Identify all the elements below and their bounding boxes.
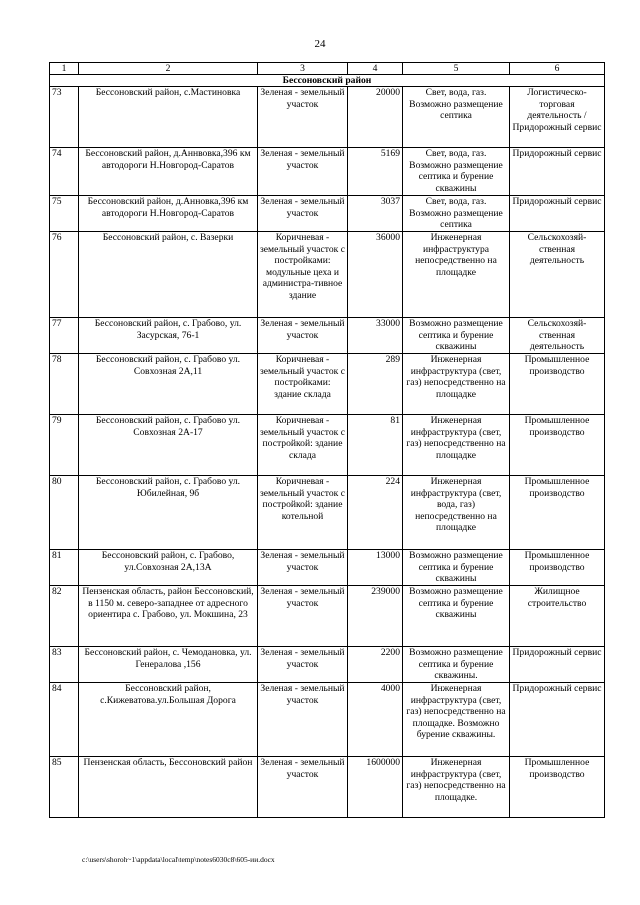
cell-number: 77 [50, 318, 79, 354]
cell-number: 85 [50, 757, 79, 818]
table-row [50, 683, 605, 757]
cell-plot-type: Зеленая - земельный участок [258, 683, 348, 757]
cell-usage: Сельскохозяй-ственная деятельность [510, 232, 605, 318]
cell-area: 289 [348, 354, 403, 415]
cell-usage: Сельскохозяй-ственная деятельность [510, 318, 605, 354]
cell-usage: Придорожный сервис [510, 148, 605, 196]
cell-location: Бессоновский район, с. Грабово, ул.Совхозная 2А,13А [79, 550, 258, 586]
cell-usage: Придорожный сервис [510, 683, 605, 757]
section-row [50, 75, 605, 87]
cell-location: Бессоновский район, с. Вазерки [79, 232, 258, 318]
cell-plot-type: Зеленая - земельный участок [258, 647, 348, 683]
cell-number: 80 [50, 476, 79, 550]
cell-infrastructure: Возможно размещение септика и бурение скважины [403, 550, 510, 586]
cell-location: Бессоновский район, с.Кижеватова.ул.Большая Дорога [79, 683, 258, 757]
cell-location: Пензенская область, район Бессоновский, в 1150 м. северо-западнее от адресного ориентира с. Грабово, ул. Мокшина, 23 [79, 586, 258, 647]
cell-infrastructure: Инженерная инфраструктура (свет, газ) непосредственно на площадке. Возможно бурение скважины. [403, 683, 510, 757]
table-row [50, 232, 605, 318]
cell-number: 74 [50, 148, 79, 196]
cell-area: 224 [348, 476, 403, 550]
table-row [50, 148, 605, 196]
cell-usage: Логистическо-торговая деятельность / Придорожный сервис [510, 87, 605, 148]
cell-location: Бессоновский район, с. Грабово ул. Юбилейная, 9б [79, 476, 258, 550]
table-row [50, 757, 605, 818]
cell-infrastructure: Инженерная инфраструктура (свет, вода, газ) непосредственно на площадке [403, 476, 510, 550]
cell-area: 13000 [348, 550, 403, 586]
cell-plot-type: Коричневая - земельный участок с постройкой: здание склада [258, 415, 348, 476]
cell-location: Бессоновский район, с. Грабово, ул. Засурская, 76-1 [79, 318, 258, 354]
cell-area: 239000 [348, 586, 403, 647]
cell-plot-type: Зеленая - земельный участок [258, 196, 348, 232]
header-cell: 4 [348, 63, 403, 75]
cell-number: 82 [50, 586, 79, 647]
cell-number: 81 [50, 550, 79, 586]
cell-area: 1600000 [348, 757, 403, 818]
cell-location: Бессоновский район, с. Грабово ул. Совхозная 2А,11 [79, 354, 258, 415]
cell-plot-type: Зеленая - земельный участок [258, 586, 348, 647]
cell-number: 84 [50, 683, 79, 757]
cell-number: 73 [50, 87, 79, 148]
table-row [50, 647, 605, 683]
cell-number: 83 [50, 647, 79, 683]
cell-area: 3037 [348, 196, 403, 232]
header-row [50, 63, 605, 75]
cell-number: 79 [50, 415, 79, 476]
cell-area: 4000 [348, 683, 403, 757]
cell-location: Бессоновский район, с. Чемодановка, ул. Генералова ,156 [79, 647, 258, 683]
cell-location: Бессоновский район, с. Грабово ул. Совхозная 2А-17 [79, 415, 258, 476]
cell-infrastructure: Инженерная инфраструктура (свет, газ) непосредственно на площадке [403, 354, 510, 415]
cell-number: 75 [50, 196, 79, 232]
table-row [50, 415, 605, 476]
cell-usage: Придорожный сервис [510, 196, 605, 232]
cell-area: 5169 [348, 148, 403, 196]
cell-usage: Жилищное строительство [510, 586, 605, 647]
table-row [50, 196, 605, 232]
table-row [50, 550, 605, 586]
header-cell: 6 [510, 63, 605, 75]
cell-usage: Придорожный сервис [510, 647, 605, 683]
page-number: 24 [314, 38, 326, 50]
sites-table [49, 62, 605, 818]
cell-location: Пензенская область, Бессоновский район [79, 757, 258, 818]
cell-plot-type: Зеленая - земельный участок [258, 148, 348, 196]
cell-plot-type: Коричневая - земельный участок с постройками: модульные цеха и администра-тивное здание [258, 232, 348, 318]
cell-area: 36000 [348, 232, 403, 318]
table-row [50, 87, 605, 148]
cell-plot-type: Зеленая - земельный участок [258, 757, 348, 818]
table-row [50, 476, 605, 550]
cell-infrastructure: Свет, вода, газ. Возможно размещение септика [403, 196, 510, 232]
cell-usage: Промышленное производство [510, 415, 605, 476]
cell-infrastructure: Свет, вода, газ. Возможно размещение септика и бурение скважины [403, 148, 510, 196]
table-row [50, 354, 605, 415]
cell-usage: Промышленное производство [510, 550, 605, 586]
cell-infrastructure: Инженерная инфраструктура (свет, газ) непосредственно на площадке. [403, 757, 510, 818]
cell-usage: Промышленное производство [510, 476, 605, 550]
cell-plot-type: Зеленая - земельный участок [258, 87, 348, 148]
table-row [50, 318, 605, 354]
cell-infrastructure: Возможно размещение септика и бурение скважины [403, 586, 510, 647]
cell-infrastructure: Возможно размещение септика и бурение скважины [403, 318, 510, 354]
footer-file-path: c:\users\shoroh~1\appdata\local\temp\notes6030c8\605-ии.docx [82, 855, 275, 864]
cell-area: 20000 [348, 87, 403, 148]
cell-location: Бессоновский район, с.Мастиновка [79, 87, 258, 148]
cell-area: 81 [348, 415, 403, 476]
cell-usage: Промышленное производство [510, 757, 605, 818]
cell-infrastructure: Инженерная инфраструктура (свет, газ) непосредственно на площадке [403, 415, 510, 476]
section-title: Бессоновский район [50, 75, 605, 87]
header-cell: 1 [50, 63, 79, 75]
header-cell: 5 [403, 63, 510, 75]
cell-area: 2200 [348, 647, 403, 683]
cell-area: 33000 [348, 318, 403, 354]
cell-location: Бессоновский район, д.Аннвовка,396 км автодороги Н.Новгород-Саратов [79, 148, 258, 196]
cell-number: 78 [50, 354, 79, 415]
cell-plot-type: Зеленая - земельный участок [258, 550, 348, 586]
cell-location: Бессоновский район, д.Анновка,396 км автодороги Н.Новгород-Саратов [79, 196, 258, 232]
header-cell: 3 [258, 63, 348, 75]
cell-infrastructure: Инженерная инфраструктура непосредственно на площадке [403, 232, 510, 318]
cell-plot-type: Коричневая - земельный участок с постройкой: здание котельной [258, 476, 348, 550]
cell-plot-type: Коричневая - земельный участок с постройками: здание склада [258, 354, 348, 415]
header-cell: 2 [79, 63, 258, 75]
table-row [50, 586, 605, 647]
cell-infrastructure: Свет, вода, газ. Возможно размещение септика [403, 87, 510, 148]
cell-infrastructure: Возможно размещение септика и бурение скважины. [403, 647, 510, 683]
cell-plot-type: Зеленая - земельный участок [258, 318, 348, 354]
cell-usage: Промышленное производство [510, 354, 605, 415]
cell-number: 76 [50, 232, 79, 318]
